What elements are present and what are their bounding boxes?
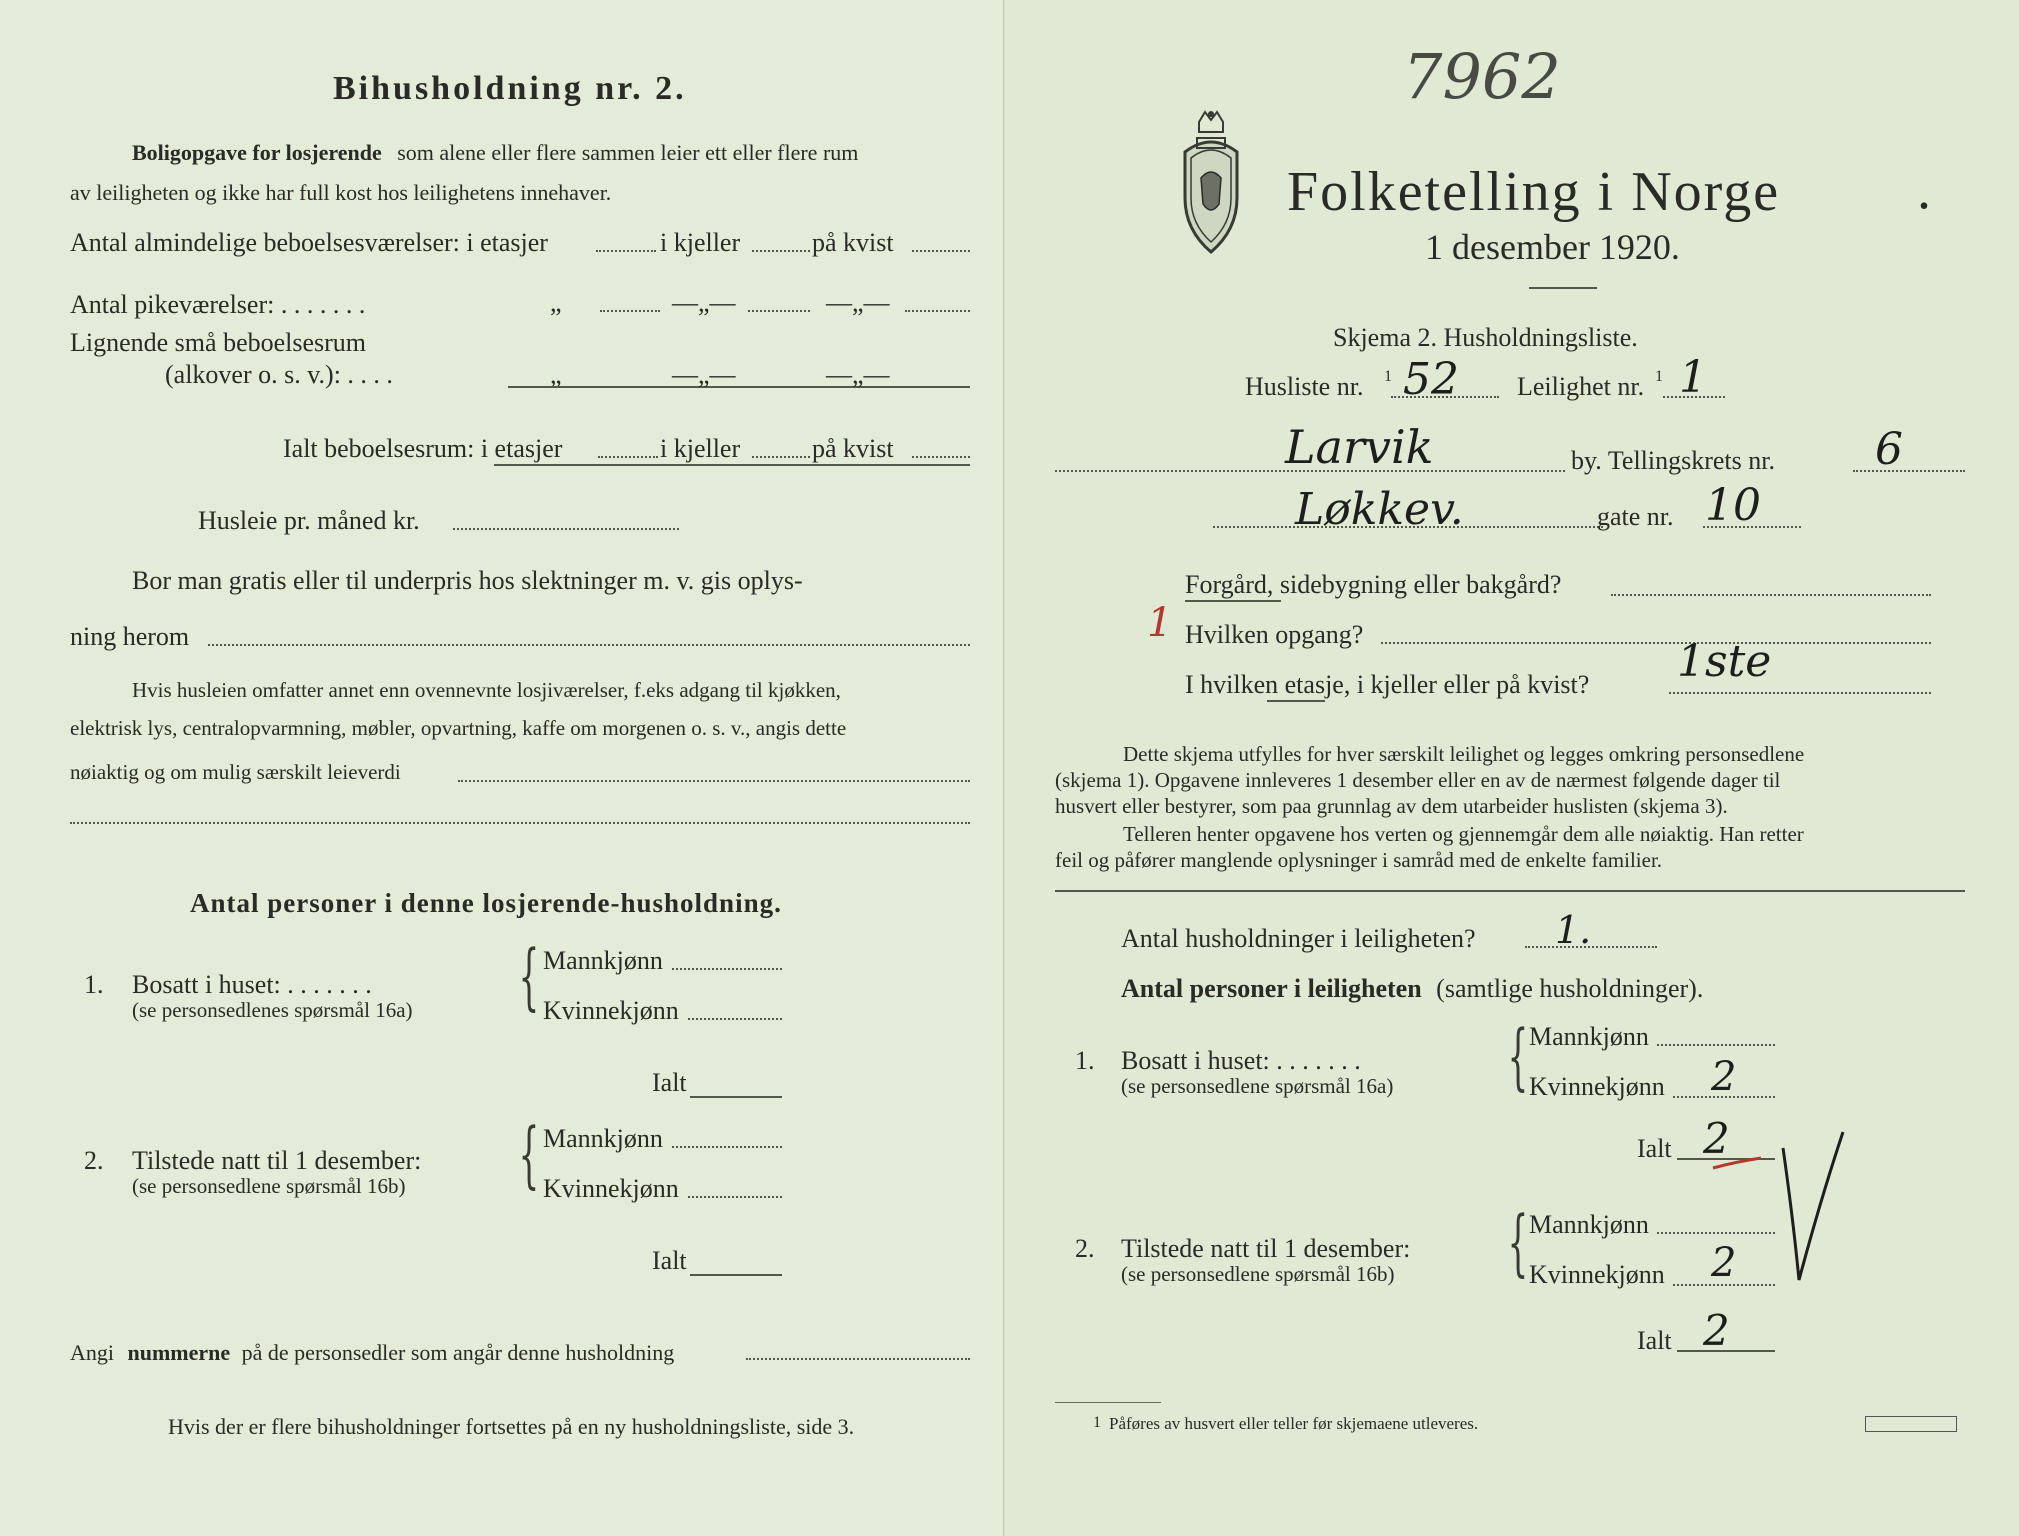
- ialt-kvist-label: på kvist: [812, 434, 894, 463]
- note-line-5: feil og påfører manglende oplysninger i samråd med de enkelte familier.: [1055, 848, 1663, 872]
- ialt-etasjer-field[interactable]: [598, 456, 658, 458]
- hvis-line-1: Hvis husleien omfatter annet enn ovennevnte losjiværelser, f.eks adgang til kjøkken,: [132, 678, 841, 702]
- left-page: [0, 0, 1005, 1536]
- printer-stamp: [1865, 1416, 1957, 1432]
- footnote-sup: 1: [1655, 368, 1663, 385]
- q2-kvinne-label: Kvinnekjønn: [1529, 1260, 1665, 1289]
- pike-kjeller-field[interactable]: [748, 310, 810, 312]
- q2-ialt-field[interactable]: [690, 1274, 782, 1276]
- husleie-field[interactable]: [453, 528, 679, 530]
- ditto-mark: —„—: [826, 360, 890, 389]
- note-line-3: husvert eller bestyrer, som paa grunnlag av dem utarbeider huslisten (skjema 3).: [1055, 794, 1728, 818]
- q2-ialt-label: Ialt: [1637, 1326, 1672, 1355]
- q2-number: 2.: [1075, 1234, 1095, 1263]
- q2-number: 2.: [84, 1146, 104, 1175]
- intro-line-1: [132, 140, 858, 166]
- city-field: [1055, 470, 1565, 472]
- krets-value[interactable]: 6: [1875, 424, 1903, 475]
- right-page: [1005, 0, 2019, 1536]
- etasje-underline: [1267, 700, 1325, 702]
- intro-rest: som alene eller flere sammen leier ett eller flere rum: [397, 140, 859, 165]
- husholdninger-label: Antal husholdninger i leiligheten?: [1121, 924, 1476, 953]
- nummerne-field[interactable]: [746, 1358, 970, 1360]
- angi-post: på de personsedler som angår denne husholdning: [241, 1340, 675, 1365]
- q1-ialt-label: Ialt: [652, 1068, 687, 1097]
- note-line-1: Dette skjema utfylles for hver særskilt leilighet og legges omkring personsedlene: [1123, 742, 1805, 766]
- rooms-kvist-label: på kvist: [812, 228, 894, 257]
- q2-ialt-value[interactable]: 2: [1703, 1306, 1730, 1355]
- q1-sub: (se personsedlene spørsmål 16a): [1121, 1074, 1394, 1098]
- husholdninger-field: [1525, 946, 1657, 948]
- rooms-kjeller-field[interactable]: [752, 250, 810, 252]
- q1-sub: (se personsedlenes spørsmål 16a): [132, 998, 413, 1022]
- angi-bold: nummerne: [127, 1340, 231, 1365]
- brace: {: [1507, 1014, 1529, 1098]
- q2-ialt-field: [1677, 1350, 1775, 1352]
- persons-line: [1121, 974, 1703, 1004]
- husholdninger-value[interactable]: 1.: [1555, 908, 1592, 952]
- lignende-label: Lignende små beboelsesrum: [70, 328, 367, 357]
- q2-sub: (se personsedlene spørsmål 16b): [132, 1174, 406, 1198]
- q1-ialt-value[interactable]: 2: [1703, 1114, 1730, 1163]
- ialt-kjeller-label: i kjeller: [660, 434, 741, 463]
- gratis-line-1: Bor man gratis eller til underpris hos slektninger m. v. gis oplys-: [132, 566, 803, 595]
- husliste-value[interactable]: 52: [1403, 354, 1459, 405]
- intro-line-2: av leiligheten og ikke har full kost hos leilighetens innehaver.: [70, 180, 612, 205]
- ditto-mark: „: [550, 288, 562, 317]
- footnote-text: Påføres av husvert eller teller før skjemaene utleveres.: [1109, 1414, 1479, 1433]
- left-footer: Hvis der er flere bihusholdninger fortsettes på en ny husholdningsliste, side 3.: [168, 1414, 855, 1439]
- brace: {: [1507, 1200, 1529, 1284]
- street-field: [1213, 526, 1603, 528]
- ialt-rooms-label: Ialt beboelsesrum: i etasjer: [283, 434, 563, 463]
- q1-mann-field[interactable]: [672, 968, 782, 970]
- hvis-line-3: nøiaktig og om mulig særskilt leieverdi: [70, 760, 401, 784]
- brace: {: [518, 1112, 540, 1196]
- q1-label: Bosatt i huset: . . . . . . .: [1121, 1046, 1361, 1075]
- persons-bold: Antal personer i leiligheten: [1121, 974, 1422, 1003]
- gratis-line-2: ning herom: [70, 622, 190, 651]
- q2-sub: (se personsedlene spørsmål 16b): [1121, 1262, 1395, 1286]
- rooms-kjeller-label: i kjeller: [660, 228, 741, 257]
- q2-kvinne-label: Kvinnekjønn: [543, 1174, 679, 1203]
- by-label: by. Tellingskrets nr.: [1571, 446, 1776, 475]
- title-rule: [1529, 287, 1597, 289]
- leilighet-label: Leilighet nr.: [1517, 372, 1645, 401]
- ditto-mark: „: [550, 360, 562, 389]
- etasje-value[interactable]: 1ste: [1677, 636, 1772, 687]
- footnote-rule: [1055, 1402, 1161, 1403]
- footnote-number: 1: [1093, 1414, 1101, 1431]
- ialt-kjeller-field[interactable]: [752, 456, 810, 458]
- husliste-field: [1391, 396, 1499, 398]
- krets-field: [1853, 470, 1965, 472]
- checkmark-icon: [1705, 1128, 1865, 1298]
- note-line-2: (skjema 1). Opgavene innleveres 1 desember eller en av de nærmest følgende dager til: [1055, 768, 1781, 792]
- red-mark: 1: [1147, 600, 1173, 646]
- q2-label: Tilstede natt til 1 desember:: [132, 1146, 422, 1175]
- etasje-field: [1669, 692, 1931, 694]
- brace: {: [518, 934, 540, 1018]
- forgaard-label: Forgård, sidebygning eller bakgård?: [1185, 570, 1562, 599]
- handwritten-archive-number: 7962: [1403, 40, 1561, 113]
- husliste-label: Husliste nr.: [1245, 372, 1364, 401]
- q1-kvinne-label: Kvinnekjønn: [543, 996, 679, 1025]
- q1-mann-label: Mannkjønn: [543, 946, 663, 975]
- ditto-mark: —„—: [672, 360, 736, 389]
- rooms-kvist-field[interactable]: [912, 250, 970, 252]
- street-value[interactable]: Løkkev.: [1295, 484, 1464, 535]
- forgaard-underline: [1185, 600, 1281, 602]
- ditto-mark: —„—: [672, 288, 736, 317]
- q1-ialt-label: Ialt: [1637, 1134, 1672, 1163]
- husleie-label: Husleie pr. måned kr.: [198, 506, 420, 535]
- pike-kvist-field[interactable]: [905, 310, 970, 312]
- gate-value[interactable]: 10: [1705, 480, 1761, 531]
- footnote-sup: 1: [1384, 368, 1392, 385]
- q1-mann-field[interactable]: [1657, 1044, 1775, 1046]
- angi-pre: Angi: [70, 1340, 114, 1365]
- gate-field: [1703, 526, 1801, 528]
- q1-number: 1.: [84, 970, 104, 999]
- note-line-4: Telleren henter opgavene hos verten og gjennemgår dem alle nøiaktig. Han retter: [1123, 822, 1804, 846]
- q1-kvinne-label: Kvinnekjønn: [1529, 1072, 1665, 1101]
- opgang-label: Hvilken opgang?: [1185, 620, 1364, 649]
- q1-kvinne-field: [1673, 1096, 1775, 1098]
- persons-rest: (samtlige husholdninger).: [1436, 974, 1704, 1003]
- section-divider: [1055, 890, 1965, 892]
- title-dot: .: [1917, 159, 1933, 221]
- q2-mann-label: Mannkjønn: [543, 1124, 663, 1153]
- q1-kvinne-value[interactable]: 2: [1711, 1054, 1737, 1100]
- rooms-etasjer-field[interactable]: [596, 250, 656, 252]
- forgaard-field[interactable]: [1611, 594, 1931, 596]
- leilighet-field: [1663, 396, 1725, 398]
- q2-mann-label: Mannkjønn: [1529, 1210, 1649, 1239]
- gate-label: gate nr.: [1597, 502, 1674, 531]
- q2-kvinne-field[interactable]: [688, 1196, 782, 1198]
- q2-ialt-label: Ialt: [652, 1246, 687, 1275]
- extra-line-field[interactable]: [70, 822, 970, 824]
- etasje-label: I hvilken etasje, i kjeller eller på kvist?: [1185, 670, 1590, 699]
- coat-of-arms-icon: [1171, 108, 1251, 258]
- q1-kvinne-field[interactable]: [688, 1018, 782, 1020]
- pike-label: Antal pikeværelser: . . . . . . .: [70, 290, 366, 319]
- rooms-label: Antal almindelige beboelsesværelser: i etasjer: [70, 228, 548, 257]
- pike-etasjer-field[interactable]: [600, 310, 660, 312]
- skjema-label: Skjema 2. Husholdningsliste.: [1333, 323, 1638, 352]
- ialt-underline: [494, 464, 970, 466]
- q2-mann-field[interactable]: [672, 1146, 782, 1148]
- q1-ialt-field[interactable]: [690, 1096, 782, 1098]
- q2-label: Tilstede natt til 1 desember:: [1121, 1234, 1411, 1263]
- leieverdi-field[interactable]: [458, 780, 970, 782]
- q1-label: Bosatt i huset: . . . . . . .: [132, 970, 372, 999]
- q1-number: 1.: [1075, 1046, 1095, 1075]
- gratis-field[interactable]: [208, 644, 970, 646]
- lignende-underline: [508, 386, 970, 388]
- persons-heading: Antal personer i denne losjerende-husholdning.: [190, 888, 782, 918]
- angi-line: [70, 1340, 674, 1366]
- ialt-kvist-field[interactable]: [912, 456, 970, 458]
- city-value[interactable]: Larvik: [1285, 420, 1434, 474]
- lignende-sub: (alkover o. s. v.): . . . .: [165, 360, 393, 389]
- left-title: Bihusholdning nr. 2.: [333, 70, 687, 107]
- census-date: 1 desember 1920.: [1425, 227, 1680, 267]
- q1-mann-label: Mannkjønn: [1529, 1022, 1649, 1051]
- intro-bold: Boligopgave for losjerende: [132, 140, 382, 165]
- hvis-line-2: elektrisk lys, centralopvarmning, møbler, opvartning, kaffe om morgenen o. s. v., angis dette: [70, 716, 847, 740]
- leilighet-value[interactable]: 1: [1679, 352, 1707, 403]
- opgang-field[interactable]: [1381, 642, 1931, 644]
- right-title: Folketelling i Norge: [1287, 161, 1781, 223]
- q2-kvinne-value[interactable]: 2: [1711, 1240, 1737, 1286]
- ditto-mark: —„—: [826, 288, 890, 317]
